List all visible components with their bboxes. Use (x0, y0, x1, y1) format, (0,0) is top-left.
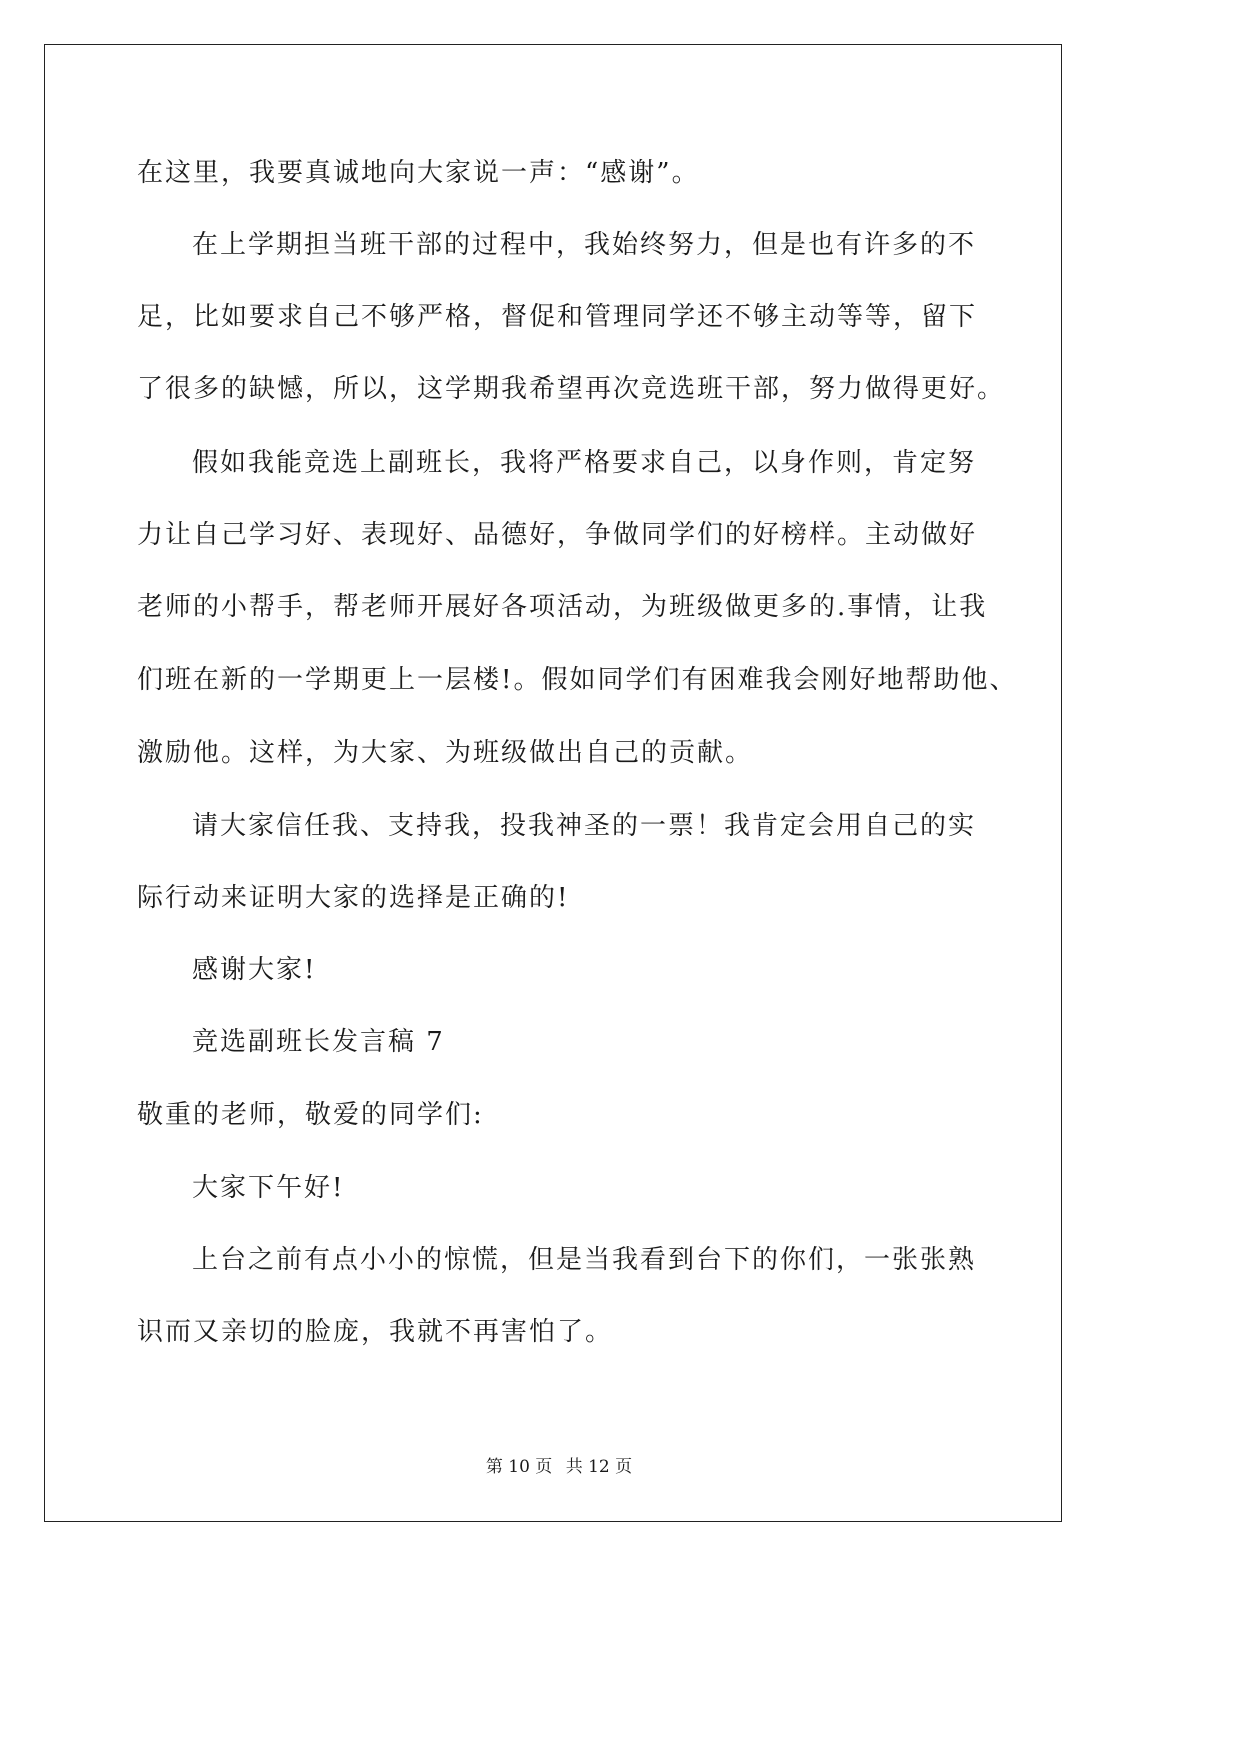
text-line-1: 在这里，我要真诚地向大家说一声：“感谢”。 (137, 158, 700, 188)
text-line-10: 请大家信任我、支持我，投我神圣的一票！我肯定会用自己的实 (192, 811, 977, 841)
text-line-12: 感谢大家! (192, 955, 317, 985)
text-line-2: 在上学期担当班干部的过程中，我始终努力，但是也有许多的不 (192, 230, 977, 260)
text-line-16: 上台之前有点小小的惊慌，但是当我看到台下的你们，一张张熟 (192, 1245, 977, 1275)
page-footer (0, 1452, 1118, 1477)
salutation: 敬重的老师，敬爱的同学们: (137, 1100, 484, 1130)
text-line-3: 足，比如要求自己不够严格，督促和管理同学还不够主动等等，留下 (137, 302, 978, 332)
text-line-6: 力让自己学习好、表现好、品德好，争做同学们的好榜样。主动做好 (137, 520, 978, 550)
page-total: 共 12 页 (565, 1457, 633, 1477)
page-number: 第 10 页 (485, 1457, 553, 1477)
page-border (44, 44, 1062, 1522)
text-line-4: 了很多的缺憾，所以，这学期我希望再次竞选班干部，努力做得更好。 (137, 374, 1006, 404)
text-line-9: 激励他。这样，为大家、为班级做出自己的贡献。 (137, 738, 754, 768)
greeting: 大家下午好! (192, 1173, 345, 1203)
text-line-11: 际行动来证明大家的选择是正确的! (137, 883, 570, 913)
text-line-5: 假如我能竞选上副班长，我将严格要求自己，以身作则，肯定努 (192, 448, 977, 478)
text-line-8: 们班在新的一学期更上一层楼!。假如同学们有困难我会刚好地帮助他、 (137, 665, 1018, 695)
section-heading: 竞选副班长发言稿 7 (192, 1027, 445, 1057)
text-line-17: 识而又亲切的脸庞，我就不再害怕了。 (137, 1317, 614, 1347)
text-line-7: 老师的小帮手，帮老师开展好各项活动，为班级做更多的.事情，让我 (137, 592, 988, 622)
